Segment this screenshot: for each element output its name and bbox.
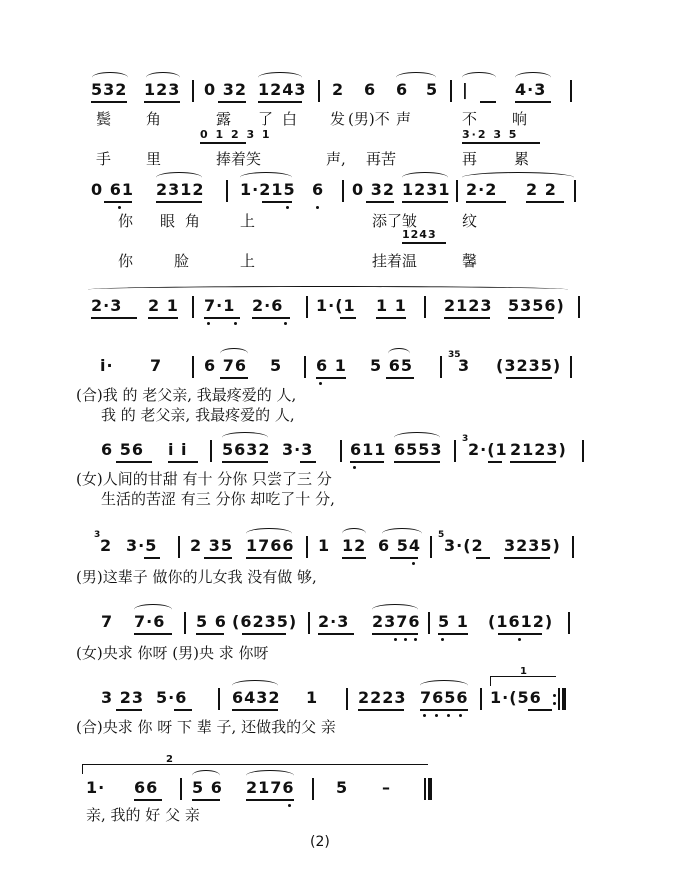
note-group: 2223 <box>358 688 407 707</box>
lyric-word: 纹 <box>462 212 478 230</box>
note-group: 5632 <box>222 440 271 459</box>
note-group: 1·(56 <box>490 688 542 707</box>
note: 6 <box>396 80 409 99</box>
lyric-line: 我 的 老父亲, 我最疼爱的 人, <box>101 406 295 424</box>
staff-row-7 <box>0 612 681 636</box>
grace-note: 5 <box>438 530 445 540</box>
barline <box>570 356 572 378</box>
lyric-word: 角 <box>146 110 162 128</box>
note-group: 7·6 <box>134 612 166 631</box>
barline <box>582 440 584 462</box>
lyric-word: 上 <box>240 252 256 270</box>
note-group: 2·6 <box>252 296 284 315</box>
note-group: 2·2 <box>466 180 498 199</box>
lyric-word: 再 <box>462 150 478 168</box>
note-group: i· <box>100 356 114 375</box>
staff-row-8 <box>0 666 681 712</box>
note-group: 0 61 <box>91 180 134 199</box>
barline <box>306 536 308 558</box>
note-group: 3·5 <box>126 536 158 555</box>
final-bar-thin <box>424 778 426 800</box>
lyric-word: 声 <box>396 110 412 128</box>
note-group: 1· <box>86 778 106 797</box>
barline <box>574 180 576 202</box>
note-group: 2 1 <box>148 296 179 315</box>
barline <box>192 80 194 102</box>
lyric-line: (合)央求 你 呀 下 辈 子, 还做我的父 亲 <box>76 718 336 736</box>
barline <box>440 356 442 378</box>
note-group: 532 <box>91 80 128 99</box>
lyric-word: 不 <box>462 110 478 128</box>
lyric-word: 白 <box>282 110 298 128</box>
note-group: 1 1 <box>376 296 407 315</box>
note-group: 2·3 <box>91 296 123 315</box>
note: 5 <box>336 778 349 797</box>
note-group: (6235) <box>232 612 298 631</box>
lyric-word: 你 <box>118 252 134 270</box>
note-group: 1243 <box>258 80 307 99</box>
staff-row-5 <box>0 434 681 464</box>
barline <box>570 80 572 102</box>
note-group: 611 <box>350 440 387 459</box>
lyric-word: 脸 <box>174 252 190 270</box>
lyric-line: (女)人间的甘甜 有十 分你 只尝了三 分 <box>76 470 332 488</box>
note: 3 <box>458 356 471 375</box>
barline <box>456 180 458 202</box>
lyric-word: 手 <box>96 150 112 168</box>
barline <box>430 536 432 558</box>
barline <box>346 688 348 710</box>
lyric-word: 挂着温 <box>372 252 418 270</box>
note-group: 5 6 <box>196 612 227 631</box>
staff-row-1 <box>0 80 681 104</box>
barline <box>210 440 212 462</box>
barline <box>572 536 574 558</box>
staff-row-4 <box>0 350 681 380</box>
barline <box>306 296 308 318</box>
lyric-word: 馨 <box>462 252 478 270</box>
note-group: i i <box>168 440 188 459</box>
note-group: 2 2 <box>526 180 557 199</box>
barline <box>450 80 452 102</box>
alt-notes: 3·2 3 5 <box>462 128 519 141</box>
note-group: 1·215 <box>240 180 296 199</box>
barline <box>340 440 342 462</box>
staff-row-3 <box>0 296 681 320</box>
note-group: (3235) <box>496 356 562 375</box>
barline <box>226 180 228 202</box>
lyric-word: (男)不 <box>348 110 390 128</box>
volta-2: 2 <box>166 754 173 765</box>
note-group: 4·3 <box>515 80 547 99</box>
lyric-line: (女)央求 你呀 (男)央 求 你呀 <box>76 644 269 662</box>
barline <box>178 536 180 558</box>
note-group: 5 1 <box>438 612 469 631</box>
note-group: 7656 <box>420 688 469 707</box>
barline <box>480 688 482 710</box>
barline <box>192 296 194 318</box>
staff-row-6 <box>0 530 681 560</box>
note-group: 5 65 <box>370 356 413 375</box>
note-group: 0 32 <box>204 80 247 99</box>
barline <box>342 180 344 202</box>
note-group: 6432 <box>232 688 281 707</box>
note-group: 3 23 <box>101 688 144 707</box>
barline <box>184 612 186 634</box>
note-group: 6 1 <box>316 356 347 375</box>
note: 1 <box>306 688 319 707</box>
lyric-word: 你 <box>118 212 134 230</box>
note-group: 1231 <box>402 180 451 199</box>
lyric-word: 添了皱 <box>372 212 418 230</box>
lyric-word: 再苦 <box>366 150 397 168</box>
barline <box>180 778 182 800</box>
grace-note: 35 <box>448 350 461 360</box>
volta-1: 1 <box>520 666 527 677</box>
lyric-line: (合)我 的 老父亲, 我最疼爱的 人, <box>76 386 297 404</box>
note-group: 12 <box>342 536 367 555</box>
note-group: 2312 <box>156 180 205 199</box>
lyric-word: 里 <box>146 150 162 168</box>
lyric-line: (男)这辈子 做你的儿女我 没有做 够, <box>76 568 317 586</box>
lyric-word: 响 <box>512 110 528 128</box>
note-group: 5 6 <box>192 778 223 797</box>
lyric-line: 亲, 我的 好 父 亲 <box>86 806 200 824</box>
lyric-word: 捧着笑 <box>216 150 262 168</box>
note-group: 2123) <box>510 440 567 459</box>
note-group: 7·1 <box>204 296 236 315</box>
note-group: | <box>462 80 469 99</box>
repeat-bar-thick <box>562 688 566 710</box>
note-group: 3·(2 <box>444 536 484 555</box>
final-bar-thick <box>428 778 432 800</box>
note-group: 2·(1 <box>468 440 508 459</box>
barline <box>424 296 426 318</box>
note-group: 2·3 <box>318 612 350 631</box>
barline <box>568 612 570 634</box>
note: 1 <box>318 536 331 555</box>
note-group: 5356) <box>508 296 565 315</box>
note-group: 2376 <box>372 612 421 631</box>
note: 5 <box>426 80 439 99</box>
lyric-word: 发 <box>330 110 346 128</box>
note-group: 6 76 <box>204 356 247 375</box>
lyric-word: 累 <box>514 150 530 168</box>
note: 7 <box>101 612 114 631</box>
note-group: 3·3 <box>282 440 314 459</box>
note: 2 <box>332 80 345 99</box>
barline <box>578 296 580 318</box>
note: 2 <box>100 536 113 555</box>
barline <box>312 778 314 800</box>
note-group: 1·(1 <box>316 296 356 315</box>
barline <box>192 356 194 378</box>
barline <box>218 688 220 710</box>
note-group: 2123 <box>444 296 493 315</box>
note-group: 0 32 <box>352 180 395 199</box>
note: 6 <box>364 80 377 99</box>
lyric-word: 了 <box>258 110 274 128</box>
note: 6 <box>312 180 325 199</box>
staff-row-2 <box>0 180 681 204</box>
note-group: 6 54 <box>378 536 421 555</box>
barline <box>304 356 306 378</box>
note-group: 6553 <box>394 440 443 459</box>
lyric-word: 声, <box>326 150 346 168</box>
note-group: 5·6 <box>156 688 188 707</box>
lyric-word: 眼角 <box>160 212 211 230</box>
staff-row-9 <box>0 754 681 802</box>
note-group: (1612) <box>488 612 554 631</box>
barline <box>428 612 430 634</box>
note-group: 2 35 <box>190 536 233 555</box>
page-number: (2) <box>310 834 330 850</box>
note-group: 3235) <box>504 536 561 555</box>
lyric-line: 生活的苦涩 有三 分你 却吃了十 分, <box>101 490 335 508</box>
sustain-dash: – <box>382 778 391 797</box>
note-group: 123 <box>144 80 181 99</box>
lyric-word: 鬓 <box>96 110 112 128</box>
lyric-word: 上 <box>240 212 256 230</box>
barline <box>454 440 456 462</box>
lyric-word: 露 <box>216 110 232 128</box>
note: 7 <box>150 356 163 375</box>
note-group: 2176 <box>246 778 295 797</box>
note-group: 6 56 <box>101 440 144 459</box>
barline <box>318 80 320 102</box>
alt-notes: 1243 <box>402 228 437 241</box>
note: 5 <box>270 356 283 375</box>
grace-note: 3 <box>94 530 101 540</box>
repeat-bar-thin <box>558 688 560 710</box>
barline <box>308 612 310 634</box>
alt-notes: 0 1 2 3 1 <box>200 128 272 141</box>
note-group: 1766 <box>246 536 295 555</box>
note-group: 66 <box>134 778 159 797</box>
grace-note: 3 <box>462 434 469 444</box>
